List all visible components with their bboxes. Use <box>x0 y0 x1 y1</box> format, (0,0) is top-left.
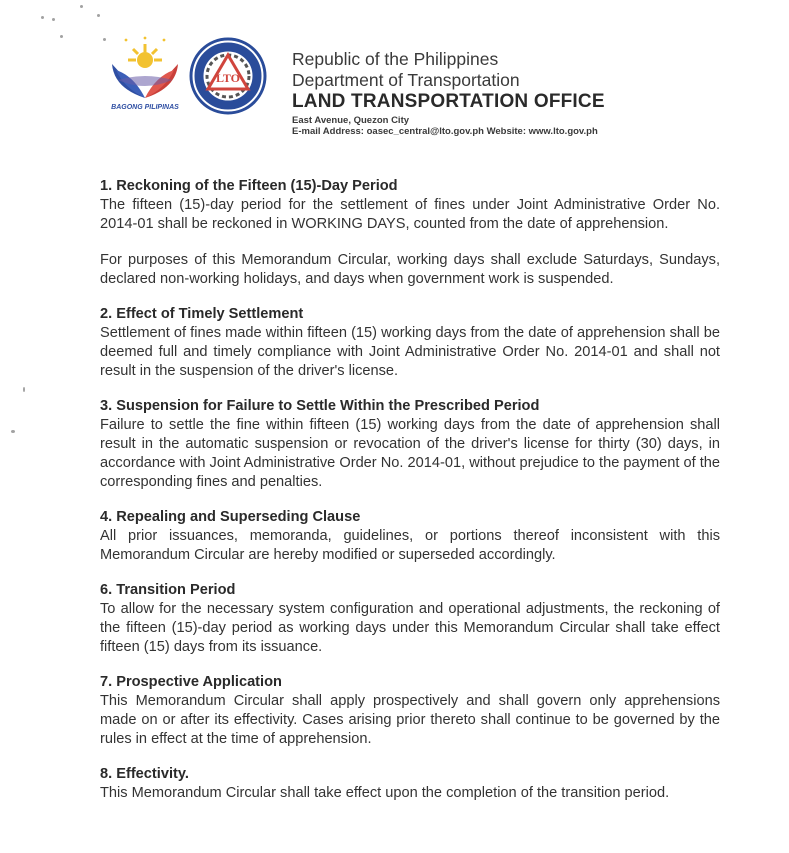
section-title: 2. Effect of Timely Settlement <box>100 306 304 322</box>
office-address: East Avenue, Quezon City <box>292 115 410 126</box>
scan-speck <box>23 387 25 392</box>
lto-seal-logo <box>189 37 267 115</box>
section-paragraph: To allow for the necessary system configuration and operational adjustments, the reckoning of the fifteen (15)-day period as working days under this Memorandum Circular shall take effect fifteen (15) days from its issuance. <box>100 601 720 655</box>
bagong-pilipinas-caption: BAGONG PILIPINAS <box>111 104 179 111</box>
sun-icon <box>125 37 166 68</box>
section-paragraph: Failure to settle the fine within fifteen (15) working days from the date of apprehension shall result in the automatic suspension or revocation of the driver's license for thirty (30) days, in accordance with Joint Administrative Order No. 2014-01, without prejudice to the payment of the corresponding fines and penalties. <box>100 417 720 490</box>
office-name: LAND TRANSPORTATION OFFICE <box>292 91 605 112</box>
scan-speck <box>80 5 83 8</box>
section-paragraph: The fifteen (15)-day period for the settlement of fines under Joint Administrative Order No. 2014-01 shall be reckoned in WORKING DAYS, counted from the date of apprehension. <box>100 197 720 232</box>
section-paragraph: All prior issuances, memoranda, guidelines, or portions thereof inconsistent with this Memorandum Circular are hereby modified or superseded accordingly. <box>100 528 720 563</box>
office-contact: E-mail Address: oasec_central@lto.gov.ph Website: www.lto.gov.ph <box>292 126 598 137</box>
scan-speck <box>11 430 15 433</box>
letterhead <box>292 49 605 137</box>
section-title: 7. Prospective Application <box>100 674 282 690</box>
section-paragraph: For purposes of this Memorandum Circular, working days shall exclude Saturdays, Sundays, declared non-working holidays, and days when government work is suspended. <box>100 252 720 287</box>
section-transition <box>100 581 720 657</box>
section-paragraph: This Memorandum Circular shall take effect upon the completion of the transition period. <box>100 785 670 801</box>
section-paragraph: Settlement of fines made within fifteen (15) working days from the date of apprehension shall be deemed full and timely compliance with Joint Administrative Order No. 2014-01 and shall not result in the suspension of the driver's license. <box>100 325 720 379</box>
section-title: 3. Suspension for Failure to Settle Within the Prescribed Period <box>100 398 540 414</box>
department-line: Department of Transportation <box>292 70 520 90</box>
scan-speck <box>41 16 44 19</box>
section-reckoning <box>100 177 720 289</box>
section-title: 1. Reckoning of the Fifteen (15)-Day Period <box>100 178 398 194</box>
scan-speck <box>97 14 100 17</box>
section-title: 8. Effectivity. <box>100 766 189 782</box>
scan-speck <box>60 35 63 38</box>
bagong-pilipinas-logo <box>104 36 186 112</box>
section-timely-settlement <box>100 305 720 381</box>
section-effectivity <box>100 765 720 803</box>
memorandum-body <box>100 177 720 819</box>
scan-speck <box>52 18 55 21</box>
section-suspension <box>100 397 720 492</box>
section-prospective <box>100 673 720 749</box>
section-paragraph: This Memorandum Circular shall apply prospectively and shall govern only apprehensions made on or after its effectivity. Cases arising prior thereto shall continue to be governed by the rules in effect at the time of apprehension. <box>100 693 720 747</box>
republic-line: Republic of the Philippines <box>292 49 499 69</box>
section-repealing <box>100 508 720 565</box>
section-title: 6. Transition Period <box>100 582 236 598</box>
section-title: 4. Repealing and Superseding Clause <box>100 509 361 525</box>
lto-seal-text: LTO <box>215 71 241 85</box>
